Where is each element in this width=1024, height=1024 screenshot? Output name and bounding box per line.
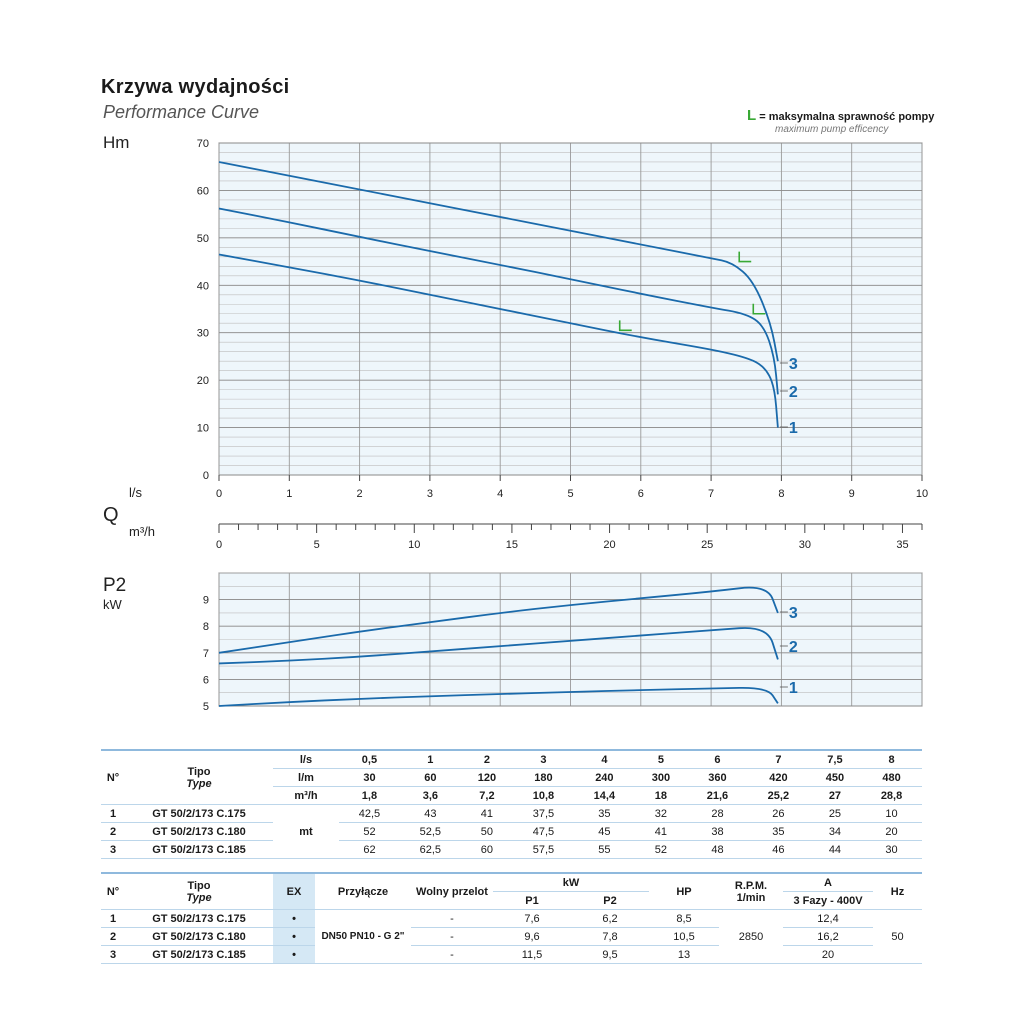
lm-val: 120: [461, 769, 513, 787]
lm-val: 450: [809, 769, 861, 787]
ls-val: 1: [400, 750, 461, 769]
lm-val: 240: [574, 769, 635, 787]
head-val: 32: [654, 807, 668, 820]
row-a: 12,4: [817, 912, 839, 925]
row-ex: •: [273, 910, 315, 928]
y-tick-label: 30: [196, 327, 209, 340]
head-chart: [103, 133, 928, 500]
x-tick-label: 10: [915, 488, 929, 500]
y-axis-label: Hm: [103, 133, 130, 152]
table-row: [101, 910, 922, 928]
series-1-label: 1: [788, 420, 798, 437]
head-val: 45: [598, 825, 611, 838]
q-tick-label: 15: [505, 539, 519, 551]
col-ex-header: EX: [273, 873, 315, 910]
head-val: 37,5: [532, 807, 555, 820]
y-tick-label: 70: [196, 138, 209, 150]
series-1-label: 1: [788, 680, 798, 697]
row-p1: 7,6: [524, 912, 540, 925]
row-a: 20: [821, 948, 835, 961]
y-tick-label: 8: [202, 621, 209, 634]
row-no: 2: [109, 825, 117, 838]
m3h-val: 3,6: [422, 789, 438, 802]
q-tick-label: 0: [215, 539, 223, 551]
head-val: 42,5: [358, 807, 381, 820]
x-tick-label: 4: [497, 488, 504, 500]
efficiency-legend-mark: L: [747, 107, 757, 124]
table-row: [101, 823, 922, 841]
head-val: 41: [480, 807, 494, 820]
head-val: 52: [654, 843, 668, 856]
head-val: 25: [828, 807, 842, 820]
col-rpm-header: [719, 873, 783, 910]
m3h-val: 10,8: [532, 789, 555, 802]
y-tick-label: 10: [196, 422, 209, 435]
head-val: 46: [772, 843, 785, 856]
row-hp: 8,5: [676, 912, 692, 925]
row-type: GT 50/2/173 C.185: [152, 843, 246, 856]
ls-val: 5: [635, 750, 687, 769]
x-tick-label: 2: [356, 488, 363, 500]
m3h-val: 18: [654, 789, 668, 802]
head-val: 41: [654, 825, 668, 838]
row-a: 16,2: [817, 930, 839, 943]
head-val: 62,5: [419, 843, 442, 856]
connection-value: DN50 PN10 - G 2": [321, 931, 405, 942]
col-type-label: Type: [186, 891, 212, 904]
table-row: [101, 841, 922, 859]
y-tick-label: 7: [202, 647, 209, 660]
row-type: GT 50/2/173 C.180: [152, 825, 246, 838]
col-rpm-label: R.P.M.: [734, 879, 768, 892]
col-type-label: Type: [186, 777, 212, 790]
row-free: -: [450, 948, 454, 961]
y-tick-label: 5: [202, 701, 209, 713]
y-tick-label: 20: [196, 375, 209, 388]
row-type: GT 50/2/173 C.175: [152, 807, 246, 820]
head-val: 55: [598, 843, 611, 856]
table-row: [101, 946, 922, 964]
row-type: GT 50/2/173 C.180: [152, 930, 246, 943]
row-free: -: [450, 912, 454, 925]
row-no: 1: [109, 912, 117, 925]
col-kw-header: kW: [493, 873, 649, 892]
head-val: 30: [885, 843, 898, 856]
q-tick-label: 30: [798, 539, 811, 551]
ls-val: 0,5: [339, 750, 400, 769]
m3h-val: 7,2: [479, 789, 495, 802]
row-hp: 10,5: [673, 930, 695, 943]
col-free-header: Wolny przelot: [416, 885, 488, 898]
lm-val: 30: [339, 769, 400, 787]
head-val: 62: [363, 843, 376, 856]
ls-val: 8: [861, 750, 922, 769]
page-title: Krzywa wydajności: [101, 76, 290, 98]
rpm-value: 2850: [738, 930, 764, 943]
row-no: 3: [109, 948, 117, 961]
col-hz-header: Hz: [890, 885, 905, 898]
col-no-header: N°: [106, 771, 120, 784]
lm-val: 360: [687, 769, 748, 787]
head-val: 60: [480, 843, 494, 856]
head-val: 52,5: [419, 825, 442, 838]
col-no-header: N°: [106, 885, 120, 898]
unit-m3h: m³/h: [294, 789, 318, 802]
row-type: GT 50/2/173 C.185: [152, 948, 246, 961]
x-tick-label: 0: [215, 488, 223, 500]
col-a-sub-header: 3 Fazy - 400V: [793, 894, 863, 907]
lm-val: 180: [513, 769, 574, 787]
y-tick-label: 9: [202, 594, 209, 607]
row-p2: 6,2: [602, 912, 618, 925]
head-val: 35: [772, 825, 785, 838]
series-3-label: 3: [788, 356, 798, 373]
row-no: 2: [109, 930, 117, 943]
col-a-header: A: [783, 873, 873, 892]
y-tick-label: 40: [196, 280, 209, 293]
head-val: 28: [711, 807, 724, 820]
y-tick-label: 50: [196, 232, 209, 245]
x-tick-label: 1: [286, 488, 293, 500]
lm-val: 300: [635, 769, 687, 787]
row-p1: 11,5: [521, 948, 543, 961]
head-val: 34: [828, 825, 842, 838]
col-rpm-unit: 1/min: [736, 891, 766, 904]
col-p2-header: P2: [603, 894, 617, 907]
head-val: 44: [828, 843, 842, 856]
efficiency-legend-label: = maksymalna sprawność pompy: [759, 111, 935, 123]
head-val: 26: [772, 807, 785, 820]
ls-val: 3: [513, 750, 574, 769]
q-tick-label: 25: [701, 539, 714, 551]
head-val: 35: [598, 807, 611, 820]
row-hp: 13: [677, 948, 691, 961]
lm-val: 480: [861, 769, 922, 787]
row-free: -: [450, 930, 454, 943]
x-tick-label: 5: [567, 488, 574, 500]
lm-val: 420: [748, 769, 809, 787]
y-tick-label: 60: [196, 185, 209, 198]
x-tick-label: 6: [637, 488, 644, 500]
row-no: 3: [109, 843, 117, 856]
table-row: [101, 805, 922, 823]
unit-ls: l/s: [273, 750, 339, 769]
page-subtitle: Performance Curve: [103, 102, 260, 122]
x-tick-label: 9: [848, 488, 855, 500]
col-type-header: [125, 873, 273, 910]
m3h-val: 25,2: [767, 789, 790, 802]
head-val: 43: [424, 807, 437, 820]
m3h-val: 28,8: [880, 789, 903, 802]
unit-mt: mt: [299, 825, 313, 838]
head-val: 20: [885, 825, 898, 838]
col-tipo-label: Tipo: [187, 765, 211, 778]
x-tick-label: 8: [778, 488, 785, 500]
col-tipo-label: Tipo: [187, 879, 211, 892]
q-axis-label: Q: [103, 504, 119, 526]
lm-val: 60: [400, 769, 461, 787]
head-val: 52: [363, 825, 376, 838]
unit-lm: l/m: [273, 769, 339, 787]
power-chart: [103, 573, 922, 713]
head-val: 38: [711, 825, 724, 838]
head-val: 47,5: [532, 825, 555, 838]
row-p2: 7,8: [602, 930, 618, 943]
col-hp-header: HP: [676, 885, 692, 898]
hz-value: 50: [891, 930, 904, 943]
m3h-val: 14,4: [593, 789, 616, 802]
row-type: GT 50/2/173 C.175: [152, 912, 246, 925]
col-type-header: [125, 750, 273, 805]
head-val: 10: [885, 807, 898, 820]
q-tick-label: 5: [313, 539, 320, 551]
q-tick-label: 20: [603, 539, 616, 551]
head-val: 50: [480, 825, 494, 838]
ls-val: 4: [574, 750, 635, 769]
col-p1-header: P1: [525, 894, 539, 907]
performance-table: [101, 749, 922, 859]
p2-axis-unit: kW: [103, 597, 122, 612]
x-tick-label: 3: [426, 488, 433, 500]
p2-axis-label: P2: [103, 575, 127, 596]
head-val: 57,5: [532, 843, 555, 856]
head-val: 48: [711, 843, 724, 856]
series-2-label: 2: [788, 639, 798, 656]
m3h-val: 1,8: [361, 789, 378, 802]
ls-val: 2: [461, 750, 513, 769]
ls-val: 7,5: [809, 750, 861, 769]
specs-table: [101, 872, 922, 964]
row-no: 1: [109, 807, 117, 820]
x-axis-label: l/s: [129, 485, 142, 500]
col-conn-header: Przyłącze: [337, 885, 389, 898]
row-ex: •: [273, 928, 315, 946]
m3h-val: 21,6: [706, 789, 729, 802]
series-2-label: 2: [788, 384, 798, 401]
series-3-label: 3: [788, 605, 798, 622]
row-ex: •: [273, 946, 315, 964]
x-tick-label: 7: [708, 488, 715, 500]
efficiency-legend-sublabel: maximum pump efficency: [775, 124, 889, 135]
q-tick-label: 10: [408, 539, 421, 551]
q-axis-unit: m³/h: [129, 524, 155, 539]
row-p2: 9,5: [602, 948, 618, 961]
y-tick-label: 0: [202, 470, 209, 482]
table-row: [101, 928, 922, 946]
q-tick-label: 35: [896, 539, 909, 551]
ls-val: 6: [687, 750, 748, 769]
y-tick-label: 6: [202, 674, 209, 687]
row-p1: 9,6: [524, 930, 540, 943]
ls-val: 7: [748, 750, 809, 769]
flow-m3h-axis: [103, 504, 922, 551]
m3h-val: 27: [828, 789, 842, 802]
